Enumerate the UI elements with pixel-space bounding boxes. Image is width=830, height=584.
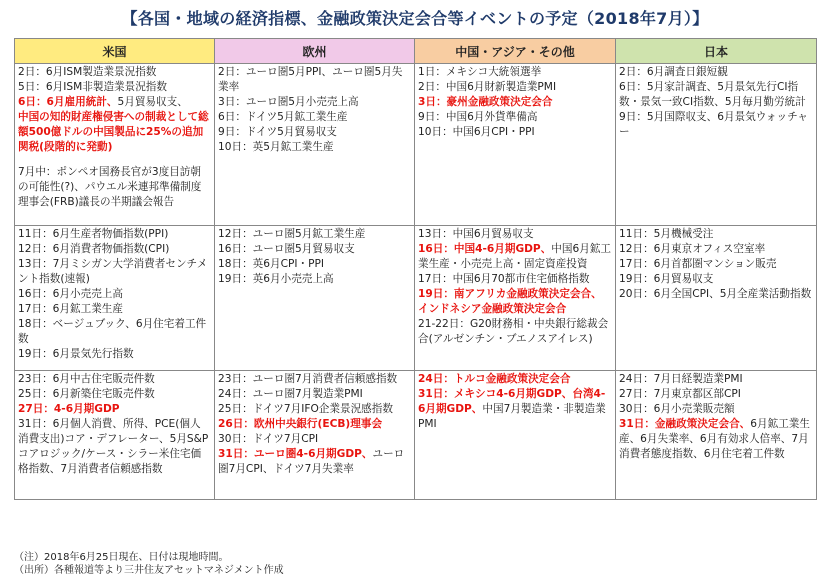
event-text: 6日：ドイツ5月鉱工業生産 — [218, 111, 348, 123]
event-text: 2日：ユーロ圏5月PPI、ユーロ圏5月失業率 — [218, 66, 403, 93]
cell-china-week3 — [415, 371, 616, 500]
cell-japan-week3 — [616, 371, 817, 500]
event-text: 3日：ユーロ圏5月小売売上高 — [218, 96, 359, 108]
event-item — [218, 402, 411, 417]
event-item — [218, 242, 411, 257]
event-item — [418, 272, 612, 287]
event-text: 中国7月製造業・非製造業PMI — [418, 403, 606, 430]
cell-europe-week2 — [215, 226, 415, 371]
event-text: 9日：中国6月外貨準備高 — [418, 111, 538, 123]
event-text: 18日：英6月CPI・PPI — [218, 258, 324, 270]
event-text: 25日：6月新築住宅販売件数 — [18, 388, 155, 400]
event-text: 19日：6月貿易収支 — [619, 273, 714, 285]
event-text: 17日：6月鉱工業生産 — [18, 303, 123, 315]
event-text: 12日：ユーロ圏5月鉱工業生産 — [218, 228, 366, 240]
event-item — [18, 417, 211, 477]
event-item — [619, 80, 813, 110]
event-text: 19日：英6月小売売上高 — [218, 273, 334, 285]
event-text: 20日：6月全国CPI、5月全産業活動指数 — [619, 288, 812, 300]
event-item — [418, 372, 612, 387]
event-highlight-text: 31日：ユーロ圏4-6月期GDP、 — [218, 448, 373, 460]
event-item — [619, 110, 813, 140]
event-item — [418, 287, 612, 317]
event-item — [619, 372, 813, 387]
event-item — [18, 65, 211, 80]
event-item — [18, 387, 211, 402]
event-text: 10日：英5月鉱工業生産 — [218, 141, 334, 153]
event-highlight-text: 3日：豪州金融政策決定会合 — [418, 96, 553, 108]
event-text: 13日：中国6月貿易収支 — [418, 228, 534, 240]
event-item — [18, 95, 211, 110]
header-europe: 欧州 — [215, 39, 415, 64]
event-highlight-text: 31日：金融政策決定会合、 — [619, 418, 751, 430]
event-text: 中国6月鉱工業生産・小売売上高・固定資産投資 — [418, 243, 612, 270]
event-item — [218, 447, 411, 477]
spacer — [18, 155, 211, 165]
footnotes — [14, 551, 284, 577]
event-item — [218, 432, 411, 447]
event-text: 21-22日：G20財務相・中央銀行総裁会合(アルゼンチン・ブエノスアイレス) — [418, 318, 609, 345]
event-item — [18, 372, 211, 387]
event-item — [18, 165, 211, 210]
event-item — [619, 417, 813, 462]
event-item — [418, 125, 612, 140]
event-item — [18, 242, 211, 257]
event-item — [418, 65, 612, 80]
event-item — [619, 257, 813, 272]
event-item — [18, 402, 211, 417]
event-text: 16日：ユーロ圏5月貿易収支 — [218, 243, 355, 255]
event-highlight-text: 26日：欧州中央銀行(ECB)理事会 — [218, 418, 383, 430]
event-item — [218, 110, 411, 125]
event-text: 11日：6月生産者物価指数(PPI) — [18, 228, 169, 240]
event-highlight-text: 中国の知的財産権侵害への制裁として総額500億ドルの中国製品に25%の追加関税(段階的に発動) — [18, 111, 209, 153]
event-item — [418, 227, 612, 242]
event-highlight-text: 24日：トルコ金融政策決定会合 — [418, 373, 571, 385]
cell-japan-week1 — [616, 64, 817, 226]
event-item — [18, 302, 211, 317]
event-text: 6月鉱工業生産、6月失業率、6月有効求人倍率、7月消費者態度指数、6月住宅着工件数 — [619, 418, 810, 460]
event-text: 12日：6月東京オフィス空室率 — [619, 243, 766, 255]
page-title: 【各国・地域の経済指標、金融政策決定会合等イベントの予定（2018年7月）】 — [121, 9, 709, 28]
event-text: ユーロ圏7月CPI、ドイツ7月失業率 — [218, 448, 405, 475]
event-item — [619, 227, 813, 242]
event-text: 17日：中国6月70都市住宅価格指数 — [418, 273, 590, 285]
event-item — [418, 387, 612, 432]
event-item — [619, 287, 813, 302]
event-text: 13日：7月ミシガン大学消費者センチメント指数(速報) — [18, 258, 208, 285]
event-text: 23日：6月中古住宅販売件数 — [18, 373, 155, 385]
event-text: 30日：ドイツ7月CPI — [218, 433, 319, 445]
event-highlight-text: 27日：4-6月期GDP — [18, 403, 120, 415]
event-item — [218, 272, 411, 287]
event-item — [418, 242, 612, 272]
cell-europe-week3 — [215, 371, 415, 500]
event-text: 10日：中国6月CPI・PPI — [418, 126, 535, 138]
event-item — [619, 242, 813, 257]
event-item — [218, 372, 411, 387]
event-item — [619, 387, 813, 402]
event-item — [218, 417, 411, 432]
event-text: 6日：5月家計調査、5月景気先行CI指数・景気一致CI指数、5月毎月勤労統計 — [619, 81, 806, 108]
event-text: 1日：メキシコ大統領選挙 — [418, 66, 542, 78]
cell-china-week2 — [415, 226, 616, 371]
cell-china-week1 — [415, 64, 616, 226]
event-item — [218, 387, 411, 402]
event-item — [218, 125, 411, 140]
event-text: 9日：5月国際収支、6月景気ウォッチャー — [619, 111, 808, 138]
cell-us-week1 — [15, 64, 215, 226]
event-text: 11日：5月機械受注 — [619, 228, 714, 240]
event-text: 2日：6月ISM製造業景況指数 — [18, 66, 157, 78]
event-item — [218, 65, 411, 95]
event-text: 23日：ユーロ圏7月消費者信頼感指数 — [218, 373, 398, 385]
event-item — [619, 272, 813, 287]
event-item — [619, 402, 813, 417]
event-text: 27日：7月東京都区部CPI — [619, 388, 741, 400]
event-item — [18, 80, 211, 95]
note-date: （注）2018年6月25日現在、日付は現地時間。 — [14, 552, 229, 563]
event-item — [218, 140, 411, 155]
event-item — [218, 257, 411, 272]
event-item — [418, 317, 612, 347]
event-item — [18, 347, 211, 362]
event-item — [418, 110, 612, 125]
event-highlight-text: 31日：メキシコ4-6月期GDP、台湾4-6月期GDP、 — [418, 388, 606, 415]
event-text: 16日：6月小売売上高 — [18, 288, 123, 300]
event-text: 24日：ユーロ圏7月製造業PMI — [218, 388, 363, 400]
header-china-asia-other: 中国・アジア・その他 — [415, 39, 616, 64]
event-text: 2日：6月調査日銀短観 — [619, 66, 728, 78]
event-item — [418, 95, 612, 110]
cell-us-week2 — [15, 226, 215, 371]
event-text: 24日：7月日経製造業PMI — [619, 373, 743, 385]
event-item — [418, 80, 612, 95]
event-item — [18, 257, 211, 287]
cell-japan-week2 — [616, 226, 817, 371]
note-source: （出所）各種報道等より三井住友アセットマネジメント作成 — [14, 565, 284, 576]
event-text: 17日：6月首都圏マンション販売 — [619, 258, 777, 270]
event-text: 5日：6月ISM非製造業景況指数 — [18, 81, 167, 93]
event-calendar-table — [14, 38, 817, 500]
event-item — [18, 287, 211, 302]
event-item — [18, 110, 211, 155]
event-text: 2日：中国6月財新製造業PMI — [418, 81, 557, 93]
event-text: 9日：ドイツ5月貿易収支 — [218, 126, 337, 138]
event-text: 31日：6月個人消費、所得、PCE(個人消費支出)コア・デフレーター、5月S&Pコアロジック/ケース・シラー米住宅価格指数、7月消費者信頼感指数 — [18, 418, 209, 475]
event-text: 25日：ドイツ7月IFO企業景況感指数 — [218, 403, 393, 415]
event-item — [218, 95, 411, 110]
event-highlight-text: 6日：6月雇用統計、 — [18, 96, 118, 108]
header-japan: 日本 — [616, 39, 817, 64]
event-highlight-text: 19日：南アフリカ金融政策決定会合、インドネシア金融政策決定会合 — [418, 288, 602, 315]
event-text: 30日：6月小売業販売額 — [619, 403, 735, 415]
event-text: 19日：6月景気先行指数 — [18, 348, 134, 360]
event-text: 18日：ベージュブック、6月住宅着工件数 — [18, 318, 207, 345]
cell-europe-week1 — [215, 64, 415, 226]
event-item — [18, 227, 211, 242]
event-text: 7月中：ポンペオ国務長官が3度目訪朝の可能性(?)、パウエル米連邦準備制度理事会(FRB)議長の半期議会報告 — [18, 166, 202, 208]
cell-us-week3 — [15, 371, 215, 500]
event-text: 5月貿易収支、 — [117, 96, 188, 108]
event-item — [18, 317, 211, 347]
event-item — [619, 65, 813, 80]
header-us: 米国 — [15, 39, 215, 64]
event-highlight-text: 16日：中国4-6月期GDP、 — [418, 243, 552, 255]
event-item — [218, 227, 411, 242]
event-text: 12日：6月消費者物価指数(CPI) — [18, 243, 170, 255]
